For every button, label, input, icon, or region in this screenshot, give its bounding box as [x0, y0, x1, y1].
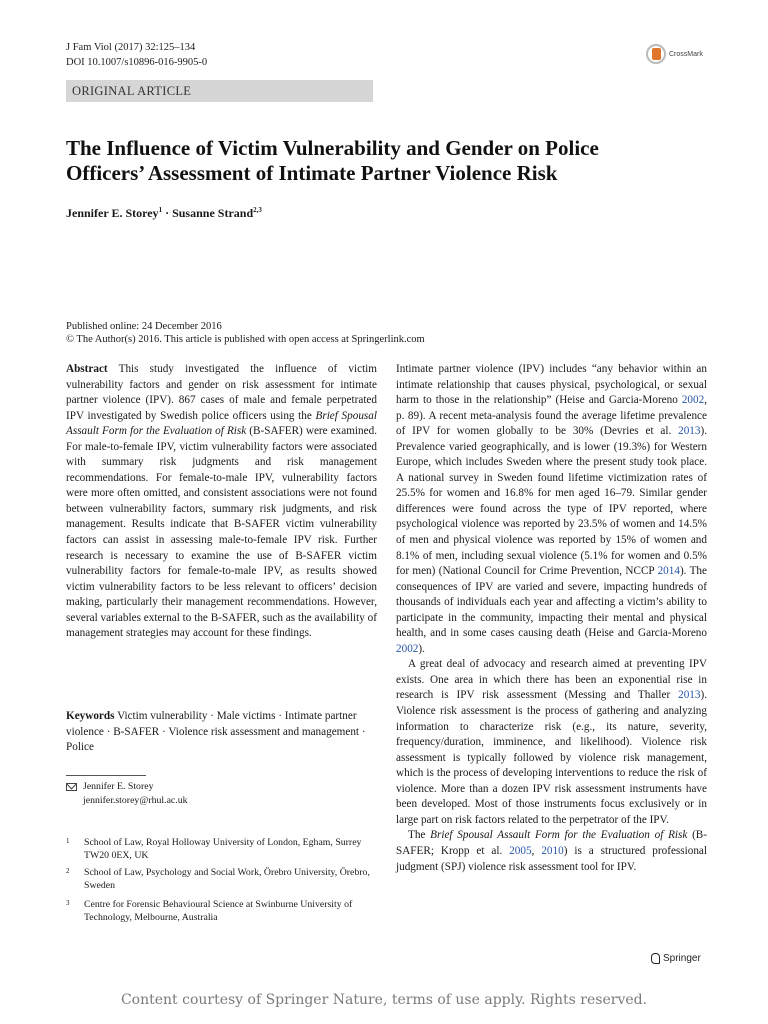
article-title — [66, 136, 706, 186]
affiliation-number: 3 — [66, 899, 70, 907]
contact-name: Jennifer E. Storey — [83, 781, 154, 792]
paragraph: A great deal of advocacy and research aimed at preventing IPV exists. One area in which there has been an exponential rise in research is IPV risk assessment (Messing and Thaller 2013). Violence risk assessment is the process of gathering and analyzing information to characterize risk (e.g., its nature, severity, frequency/duration, imminence, and likelihood). Violence risk assessment is typically followed by violence risk management, which is the process of developing interventions to reduce the risk of violence. More than a dozen IPV risk assessment instruments have been developed. Most of those instruments focus exclusively or in large part on risk factors related to the perpetrator of the IPV. — [396, 658, 707, 826]
citation-link[interactable]: 2013 — [678, 425, 701, 438]
abstract-label: Abstract — [66, 363, 108, 375]
citation-link[interactable]: 2014 — [657, 565, 680, 578]
title-line-2: Officers’ Assessment of Intimate Partner Violence Risk — [66, 161, 558, 185]
crossmark-badge[interactable] — [646, 44, 703, 64]
corresponding-author — [66, 780, 188, 808]
title-line-1: The Influence of Victim Vulnerability and Gender on Police — [66, 136, 599, 160]
abstract-text-italic: Brief Spousal Assault Form for the Evaluation of Risk — [66, 409, 377, 438]
publication-info — [66, 320, 425, 346]
journal-citation: J Fam Viol (2017) 32:125–134 — [66, 42, 196, 53]
citation-link[interactable]: 2002 — [681, 394, 705, 407]
keywords — [66, 709, 377, 756]
copyright-footer: Content courtesy of Springer Nature, terms of use apply. Rights reserved. — [120, 992, 648, 1008]
envelope-icon — [66, 783, 77, 791]
author-affiliation-ref: 1 — [158, 206, 163, 214]
keywords-label: Keywords — [66, 710, 115, 722]
divider — [66, 775, 146, 776]
affiliation-text: School of Law, Royal Holloway University of London, Egham, Surrey TW20 0EX, UK — [84, 837, 362, 861]
published-date: Published online: 24 December 2016 — [66, 321, 222, 332]
author-affiliation-ref: 2,3 — [253, 206, 262, 214]
abstract — [66, 362, 377, 642]
affiliation-2 — [66, 866, 384, 892]
author-list — [66, 206, 262, 221]
author-name[interactable]: Susanne Strand — [172, 206, 254, 220]
affiliation-1 — [66, 836, 384, 862]
doi[interactable]: DOI 10.1007/s10896-016-9905-0 — [66, 57, 208, 68]
paragraph: Intimate partner violence (IPV) includes “any behavior within an intimate relationship that causes physical, psychological, or sexual harm to those in the relationship” (Heise and Garcia-Moreno 2002, p. 89). A recent meta-analysis found the average lifetime prevalence of IPV for women globally to be 30% (Devries et al. 2013). Prevalence varied geographically, and is lower (19.3%) for Western Europe, which includes Sweden where the present study took place. A national survey in Sweden found lifetime victimization rates of 25.5% for women and 16.8% for men aged 16–79. Similar gender differences were found across the type of IPV reported, where psychological violence was reported by 23.5% of women and 14.5% of men and physical violence was reported by 15% of women and 8.1% of men, including sexual violence (5.1% for women and 0.5% for men) (National Council for Crime Prevention, NCCP 2014). The consequences of IPV are varied and severe, impacting hundreds of thousands of individuals each year and affecting a victim’s ability to participate in the community, impacting their mental and physical health, and in some cases causing death (Heise and Garcia-Moreno 2002). — [396, 363, 707, 655]
citation-link[interactable]: 2002 — [396, 642, 419, 655]
author-separator: · — [162, 206, 173, 220]
crossmark-icon — [646, 44, 666, 64]
keywords-text: Victim vulnerability · Male victims · Intimate partner violence · B-SAFER · Violence risk assessment and management · Police — [66, 710, 366, 753]
citation-link[interactable]: 2013 — [678, 689, 701, 702]
contact-email[interactable]: jennifer.storey@rhul.ac.uk — [83, 795, 188, 806]
citation-link[interactable]: 2005 — [509, 844, 532, 857]
publisher-name: Springer — [663, 952, 701, 964]
paragraph: The Brief Spousal Assault Form for the Evaluation of Risk (B-SAFER; Kropp et al. 2005, 2010) is a structured professional judgment (SPJ) violence risk assessment tool for IPV. — [396, 829, 707, 873]
affiliation-number: 2 — [66, 867, 70, 875]
body-text — [396, 362, 707, 875]
springer-horse-icon — [650, 952, 660, 964]
citation-link[interactable]: 2010 — [541, 844, 564, 857]
author-name[interactable]: Jennifer E. Storey — [66, 206, 159, 220]
crossmark-label: CrossMark — [669, 50, 703, 58]
abstract-text: (B-SAFER) were examined. For male-to-female IPV, victim vulnerability factors were associated with summary risk judgments and risk management recommendations. For female-to-male IPV, vulnerability factors were more often omitted, and consistent associations were not found between vulnerability factors, summary risk judgments, and risk management. Results indicate that B-SAFER victim vulnerability factors can assist in assessing male-to-female IPV risk. Further research is necessary to examine the use of B-SAFER victim vulnerability factors for female-to-male IPV, as results showed victim vulnerability factors to be less relevant to officers’ decision making, particularly their management recommendations. However, several variables external to the B-SAFER, such as the availability of management strategies may account for these findings. — [66, 425, 377, 640]
publisher-logo — [650, 952, 701, 964]
affiliation-text: School of Law, Psychology and Social Work, Örebro University, Örebro, Sweden — [84, 867, 370, 891]
affiliation-text: Centre for Forensic Behavioural Science at Swinburne University of Technology, Melbourne, Australia — [84, 899, 353, 923]
abstract-text: This study investigated the influence of victim vulnerability factors and gender on risk assessment for intimate partner violence (IPV). 867 cases of male and female perpetrated IPV investigated by Swedish police officers using the — [66, 363, 377, 422]
license-notice: © The Author(s) 2016. This article is published with open access at Springerlink.com — [66, 334, 425, 345]
affiliation-3 — [66, 898, 384, 924]
affiliation-number: 1 — [66, 837, 70, 845]
article-type-banner: ORIGINAL ARTICLE — [66, 80, 373, 102]
